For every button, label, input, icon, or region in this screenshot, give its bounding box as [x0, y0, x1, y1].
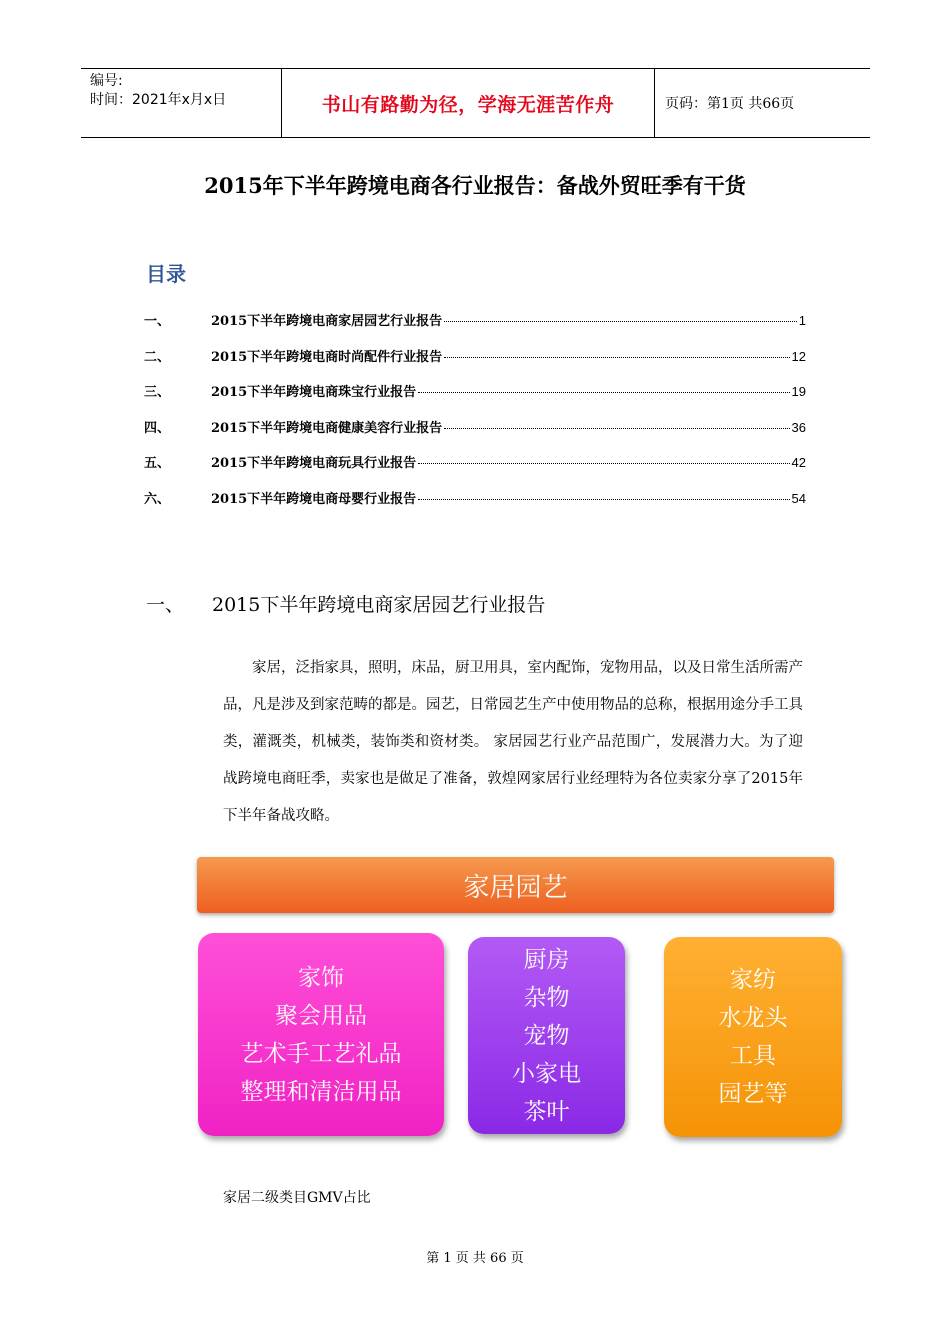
toc-leader-dots — [418, 463, 789, 464]
diagram-box-purple — [468, 937, 625, 1134]
section-title: 2015下半年跨境电商家居园艺行业报告 — [212, 594, 546, 616]
section-number: 一、 — [146, 594, 185, 616]
toc-item[interactable] — [144, 310, 806, 346]
diagram-box-line: 宠物 — [523, 1022, 570, 1049]
header-time-label: 时间：2021年x月x日 — [90, 92, 227, 108]
toc-leader-dots — [418, 499, 789, 500]
toc-leader-dots — [444, 321, 797, 322]
toc-item[interactable] — [144, 452, 806, 488]
section-heading — [146, 590, 545, 617]
chart-caption: 家居二级类目GMV占比 — [223, 1190, 371, 1206]
toc-item[interactable] — [144, 346, 806, 382]
toc-item[interactable] — [144, 381, 806, 417]
diagram-box-line: 杂物 — [523, 984, 570, 1011]
diagram-box-line: 家饰 — [298, 964, 344, 991]
toc-item-title: 2015下半年跨境电商玩具行业报告 — [211, 456, 417, 471]
table-of-contents — [144, 310, 806, 523]
diagram-box-line: 聚会用品 — [275, 1002, 367, 1029]
diagram-box-line: 家纺 — [730, 967, 776, 993]
toc-item-page: 12 — [791, 348, 806, 364]
document-header — [81, 68, 870, 138]
toc-leader-dots — [444, 357, 789, 358]
toc-item-number: 四、 — [144, 420, 171, 436]
diagram-box-line: 茶叶 — [523, 1098, 570, 1125]
diagram-box-orange — [664, 937, 842, 1137]
diagram-box-line: 小家电 — [512, 1060, 581, 1087]
toc-item-page: 1 — [798, 313, 806, 328]
toc-leader-dots — [418, 392, 789, 393]
toc-item-page: 54 — [791, 490, 806, 506]
toc-item-title: 2015下半年跨境电商时尚配件行业报告 — [211, 349, 443, 365]
header-page-code: 页码：第1页 共66页 — [665, 96, 795, 112]
diagram-banner: 家居园艺 — [197, 857, 834, 913]
section-paragraph: 家居，泛指家具，照明，床品，厨卫用具，室内配饰，宠物用品，以及日常生活所需产品，凡是涉及到家范畴的都是。园艺，日常园艺生产中使用物品的总称，根据用途分手工具类，灌溉类，机械类，装饰类和资材类。 家居园艺行业产品范围广，发展潜力大。为了迎战跨境电商旺季，卖家也是做足了准备，敦煌网家居行业经理特为各位卖家分享了2015年下半年备战攻略。 — [223, 660, 803, 824]
header-number-label: 编号: — [90, 73, 123, 89]
toc-item-page: 36 — [791, 419, 806, 435]
document-title: 2015年下半年跨境电商各行业报告：备战外贸旺季有干货 — [204, 173, 746, 198]
diagram-box-line: 水龙头 — [718, 1005, 788, 1031]
diagram-box-line: 整理和清洁用品 — [240, 1078, 402, 1105]
toc-item-number: 五、 — [144, 456, 171, 471]
toc-item-page: 42 — [791, 455, 806, 470]
toc-heading: 目录 — [146, 262, 186, 286]
toc-item-number: 一、 — [144, 314, 171, 329]
toc-item-page: 19 — [791, 384, 806, 399]
toc-item-title: 2015下半年跨境电商健康美容行业报告 — [211, 420, 443, 436]
page-footer: 第 1 页 共 66 页 — [426, 1251, 524, 1266]
toc-item-title: 2015下半年跨境电商母婴行业报告 — [211, 491, 417, 507]
header-motto: 书山有路勤为径，学海无涯苦作舟 — [281, 69, 655, 137]
toc-item[interactable] — [144, 488, 806, 524]
toc-item-number: 二、 — [144, 349, 171, 365]
diagram-box-line: 工具 — [730, 1043, 776, 1069]
toc-item-title: 2015下半年跨境电商家居园艺行业报告 — [211, 314, 443, 329]
toc-item-title: 2015下半年跨境电商珠宝行业报告 — [211, 385, 417, 400]
toc-item[interactable] — [144, 417, 806, 453]
diagram-box-line: 艺术手工艺礼品 — [240, 1040, 402, 1067]
toc-item-number: 三、 — [144, 385, 171, 400]
diagram-box-line: 厨房 — [523, 946, 570, 973]
header-meta — [81, 69, 281, 137]
diagram-box-pink — [198, 933, 444, 1136]
diagram-box-line: 园艺等 — [718, 1081, 788, 1107]
toc-leader-dots — [444, 428, 789, 429]
toc-item-number: 六、 — [144, 491, 171, 507]
